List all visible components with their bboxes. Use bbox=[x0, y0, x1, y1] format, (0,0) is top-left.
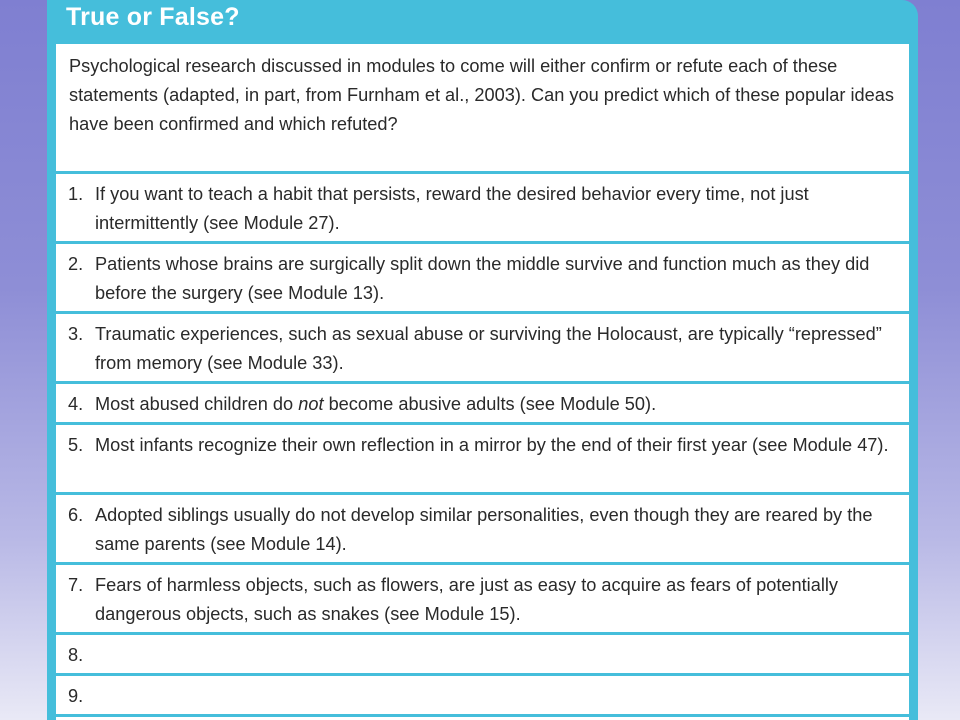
list-item bbox=[56, 676, 909, 717]
item-text: If you want to teach a habit that persists, reward the desired behavior every time, not just intermittently (see Module 27). bbox=[95, 184, 809, 233]
list-item bbox=[56, 565, 909, 635]
intro-text: Psychological research discussed in modules to come will either confirm or refute each of these statements (adapted, in part, from Furnham et al., 2003). Can you predict which of these popular ideas have been confirmed and which refuted? bbox=[69, 56, 894, 134]
item-number: 3. bbox=[68, 324, 84, 344]
item-text: Fears of harmless objects, such as flowers, are just as easy to acquire as fears of potentially dangerous objects, such as snakes (see Module 15). bbox=[95, 575, 838, 624]
item-number: 8. bbox=[68, 645, 84, 665]
item-text: Most infants recognize their own reflection in a mirror by the end of their first year (see Module 47). bbox=[95, 435, 889, 455]
item-number: 2. bbox=[68, 254, 84, 274]
item-text-emphasis: not bbox=[298, 394, 324, 414]
item-text-part: become abusive adults (see Module 50). bbox=[323, 394, 657, 414]
panel-title: True or False? bbox=[66, 3, 240, 31]
item-text bbox=[95, 390, 899, 422]
item-number: 5. bbox=[68, 435, 84, 455]
true-false-panel bbox=[47, 0, 918, 720]
item-text-part: Most abused children do bbox=[95, 394, 299, 414]
item-text: Patients whose brains are surgically split down the middle survive and function much as they did before the surgery (see Module 13). bbox=[95, 254, 870, 303]
item-text: Traumatic experiences, such as sexual abuse or surviving the Holocaust, are typically “repressed” from memory (see Module 33). bbox=[95, 324, 882, 373]
list-item bbox=[56, 314, 909, 384]
list-item bbox=[56, 384, 909, 425]
list-item bbox=[56, 174, 909, 244]
intro-row bbox=[56, 44, 909, 174]
list-item bbox=[56, 425, 909, 495]
item-text: Adopted siblings usually do not develop similar personalities, even though they are reared by the same parents (see Module 14). bbox=[95, 505, 873, 554]
item-text bbox=[95, 682, 899, 714]
item-text bbox=[95, 641, 899, 673]
list-item bbox=[56, 244, 909, 314]
item-number: 1. bbox=[68, 184, 84, 204]
item-number: 9. bbox=[68, 686, 84, 706]
item-number: 4. bbox=[68, 394, 84, 414]
statements-box bbox=[56, 44, 909, 720]
item-number: 6. bbox=[68, 505, 84, 525]
list-item bbox=[56, 495, 909, 565]
list-item bbox=[56, 635, 909, 676]
item-number: 7. bbox=[68, 575, 84, 595]
